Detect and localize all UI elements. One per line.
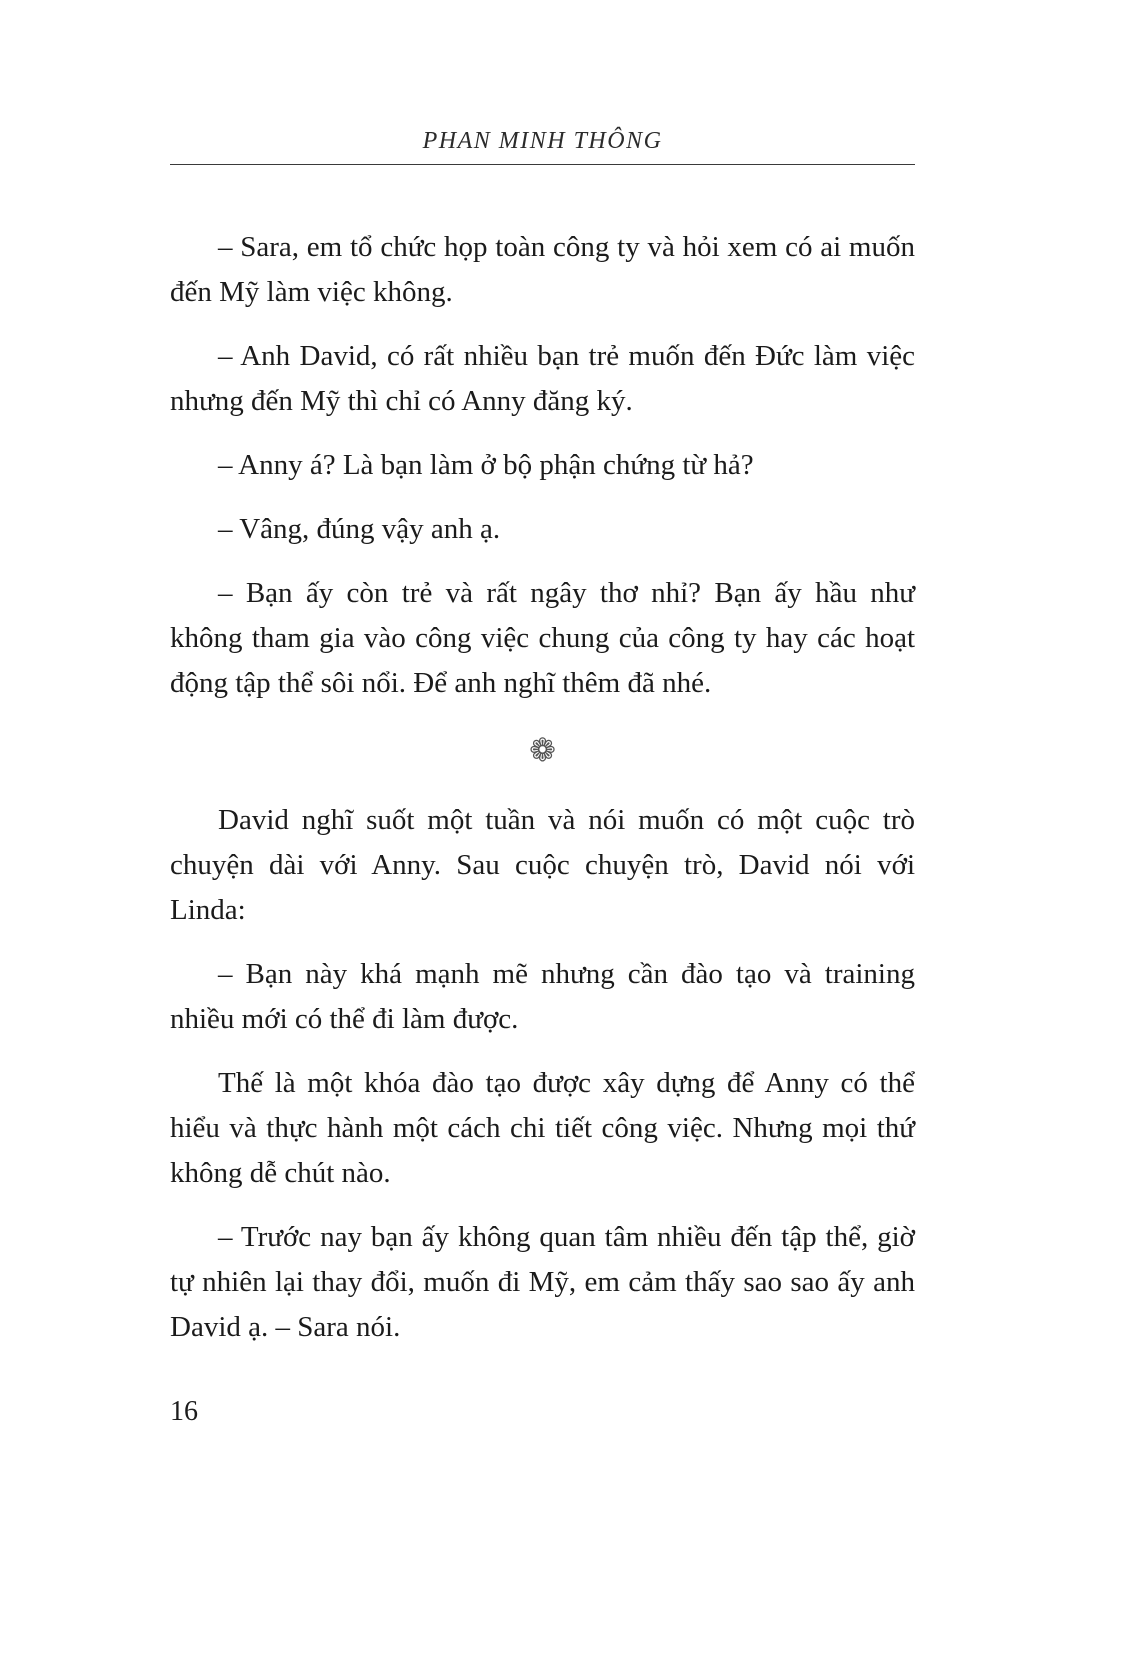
text-block [170,0,915,1369]
paragraph: Thế là một khóa đào tạo được xây dựng để Anny có thể hiểu và thực hành một cách chi tiết công việc. Nhưng mọi thứ không dễ chút nào. [170,1067,915,1189]
paragraph: – Sara, em tổ chức họp toàn công ty và hỏi xem có ai muốn đến Mỹ làm việc không. [170,231,915,308]
flower-ornament-icon: ❁ [529,732,556,768]
paragraph: – Bạn này khá mạnh mẽ nhưng cần đào tạo và training nhiều mới có thể đi làm được. [170,958,915,1035]
paragraph: – Anh David, có rất nhiều bạn trẻ muốn đến Đức làm việc nhưng đến Mỹ thì chỉ có Anny đăng ký. [170,340,915,417]
paragraph: – Anny á? Là bạn làm ở bộ phận chứng từ hả? [218,449,754,481]
paragraph: – Bạn ấy còn trẻ và rất ngây thơ nhỉ? Bạn ấy hầu như không tham gia vào công việc chung của công ty hay các hoạt động tập thể sôi nổi. Để anh nghĩ thêm đã nhé. [170,577,915,699]
running-header: PHAN MINH THÔNG [422,128,663,154]
header-rule [170,164,915,165]
paragraph: – Trước nay bạn ấy không quan tâm nhiều đến tập thể, giờ tự nhiên lại thay đổi, muốn đi Mỹ, em cảm thấy sao sao ấy anh David ạ. – Sara nói. [170,1221,915,1343]
page-number: 16 [170,1396,198,1427]
body-text [170,225,915,1350]
paragraph: – Vâng, đúng vậy anh ạ. [218,513,501,545]
paragraph: David nghĩ suốt một tuần và nói muốn có một cuộc trò chuyện dài với Anny. Sau cuộc chuyện trò, David nói với Linda: [170,804,915,926]
